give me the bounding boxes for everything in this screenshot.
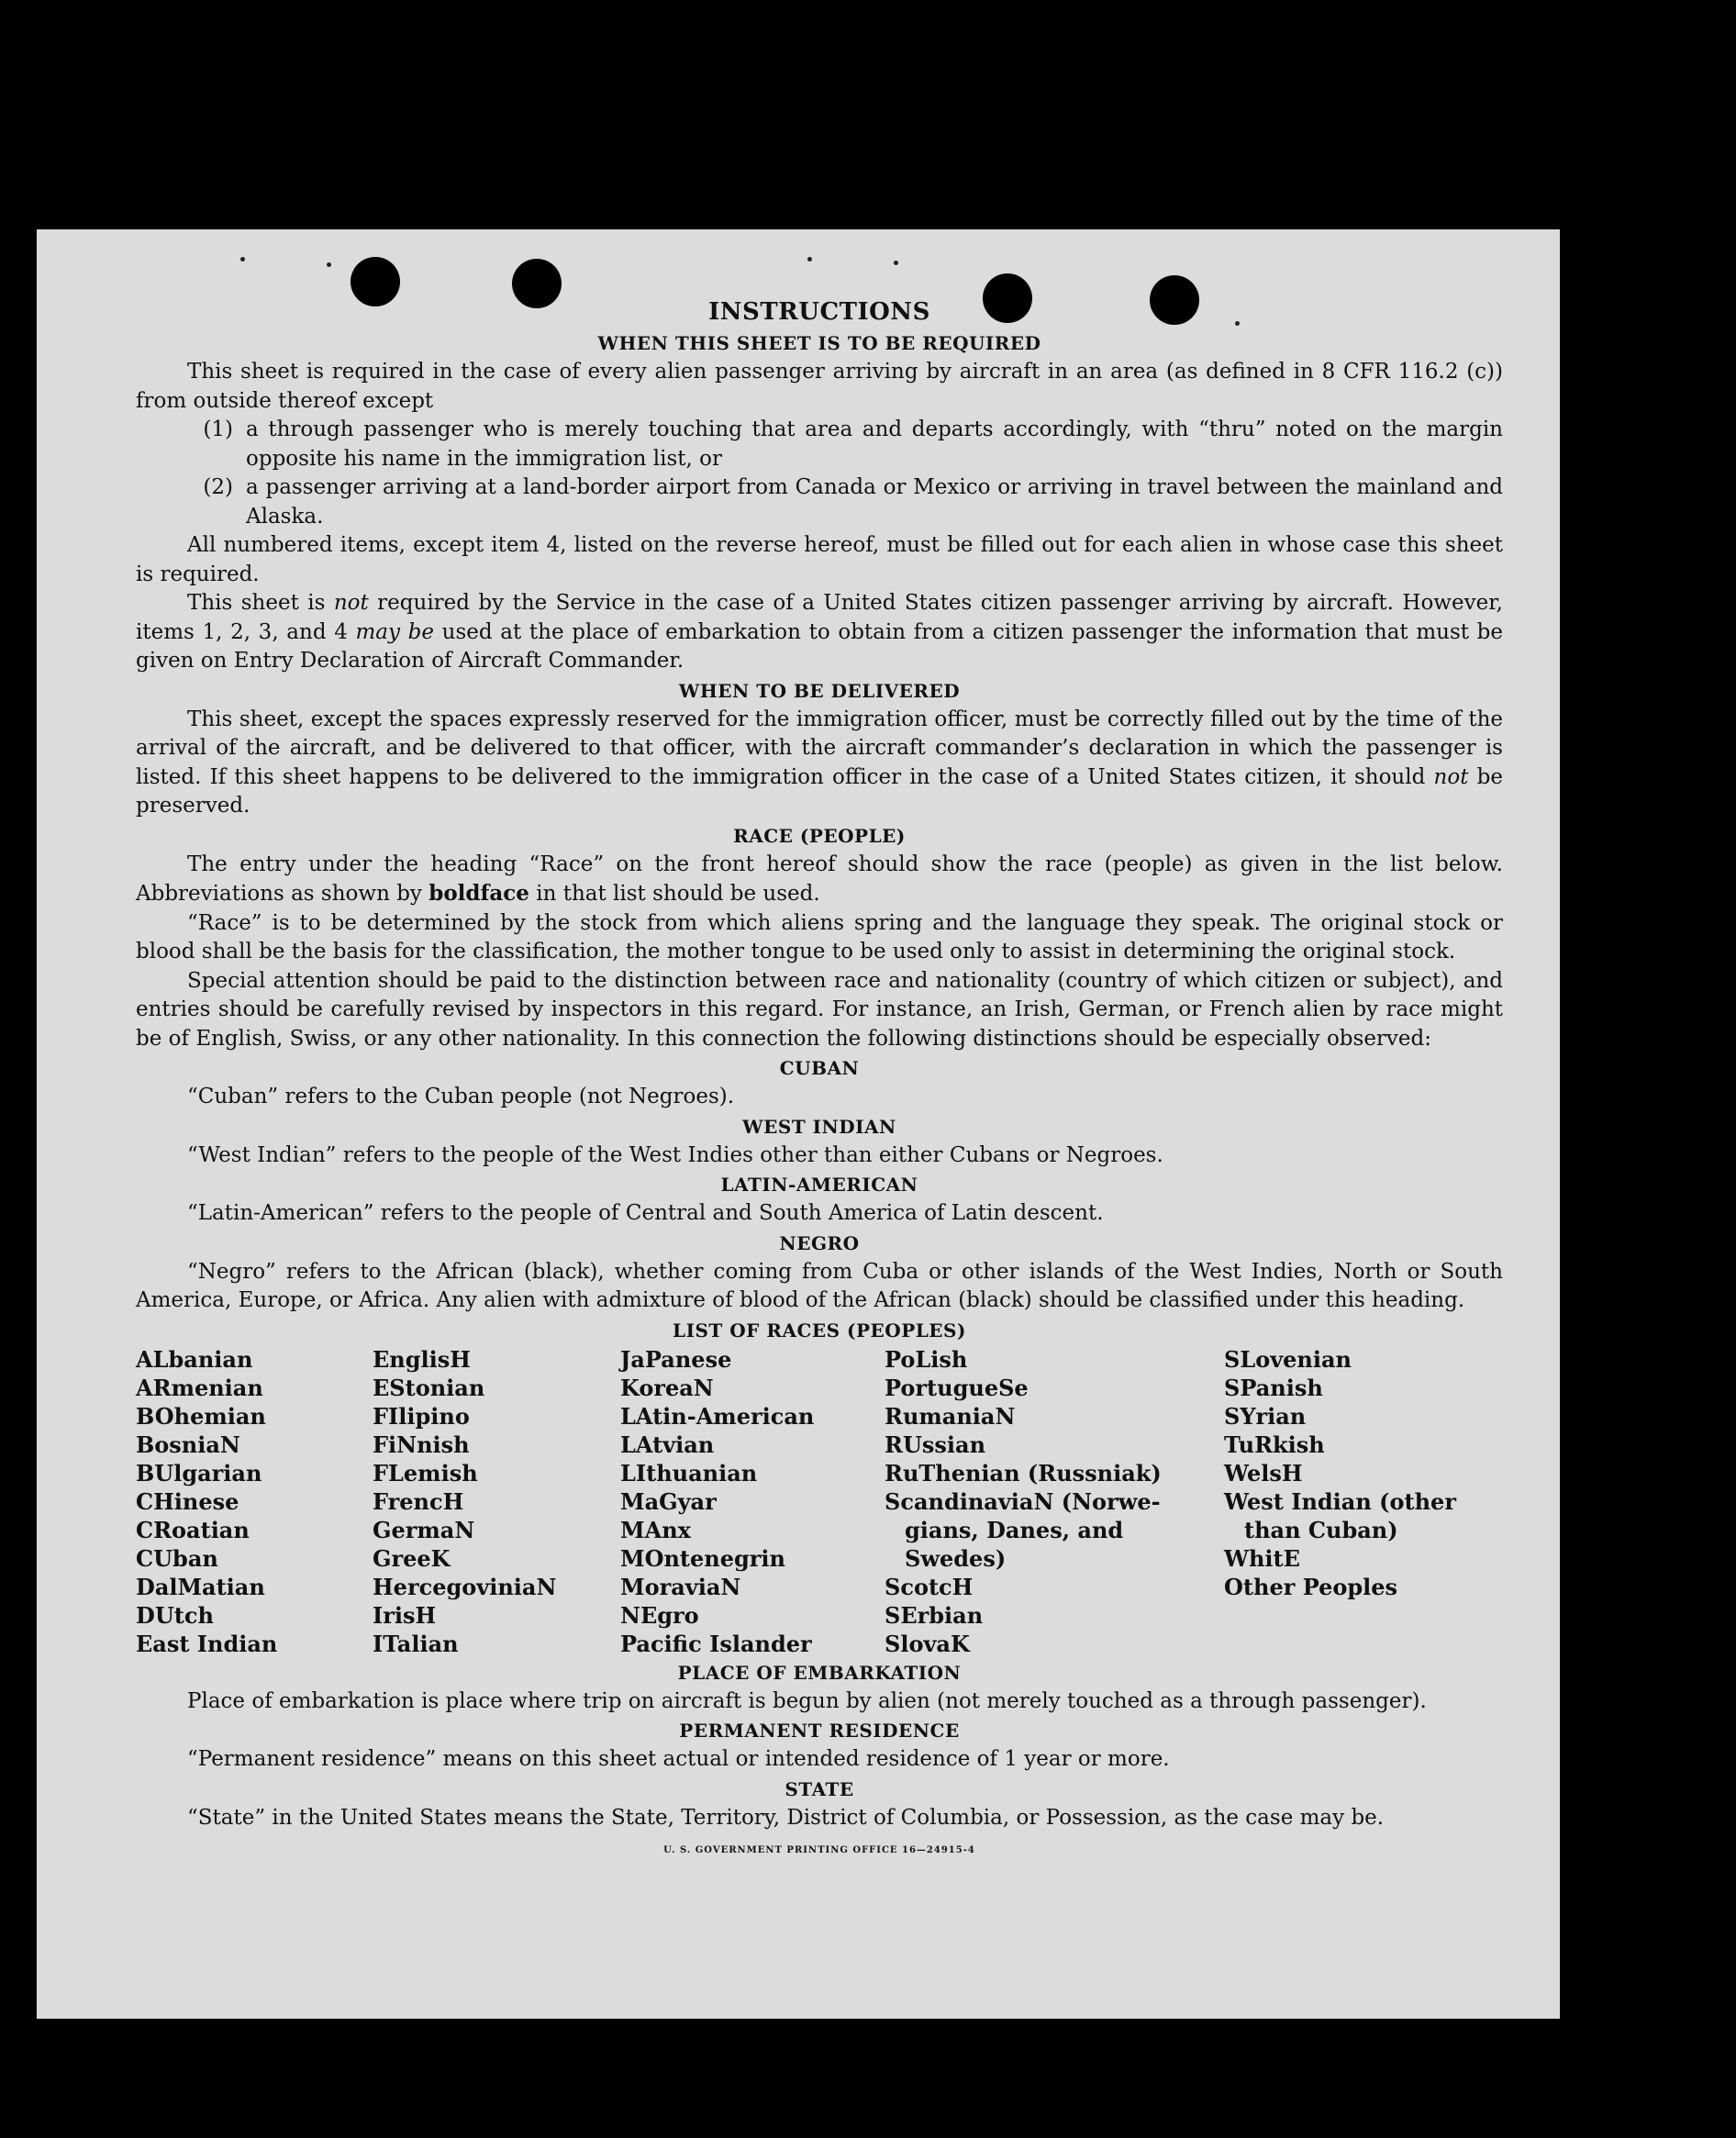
race-item: KoreaN bbox=[620, 1374, 714, 1401]
race-item: SLovenian bbox=[1224, 1345, 1352, 1373]
paragraph bbox=[136, 851, 1503, 909]
text-run: This sheet is bbox=[187, 591, 334, 615]
italic-text: not bbox=[333, 591, 369, 615]
race-item: PortugueSe bbox=[885, 1374, 1029, 1401]
race-item: GreeK bbox=[373, 1544, 451, 1572]
race-item: ALbanian bbox=[136, 1345, 253, 1373]
paragraph: Place of embarkation is place where trip on aircraft is begun by alien (not merely touched as a through passenger). bbox=[187, 1688, 1427, 1713]
races-column bbox=[1224, 1345, 1503, 1658]
race-item: MaGyar bbox=[620, 1487, 717, 1515]
race-item: Other Peoples bbox=[1224, 1573, 1398, 1600]
bold-text: boldface bbox=[428, 881, 529, 906]
section-heading: NEGRO bbox=[779, 1231, 860, 1254]
section-heading: PLACE OF EMBARKATION bbox=[677, 1661, 962, 1684]
race-item: FiNnish bbox=[373, 1431, 470, 1458]
races-list bbox=[136, 1345, 1503, 1658]
race-item: Pacific Islander bbox=[620, 1630, 812, 1657]
item-number: (2) bbox=[203, 475, 233, 499]
list-item bbox=[180, 473, 1503, 531]
race-item: MAnx bbox=[620, 1516, 691, 1543]
paragraph bbox=[136, 706, 1503, 821]
italic-text: not bbox=[1433, 764, 1469, 789]
race-item: FIlipino bbox=[373, 1402, 470, 1430]
paragraph bbox=[136, 589, 1503, 676]
text-run: The entry under the heading “Race” on the front hereof should show the race (people) as given in the list below. Abbreviations as shown by bbox=[136, 852, 1503, 906]
race-item: IrisH bbox=[373, 1601, 437, 1629]
race-item: SPanish bbox=[1224, 1374, 1323, 1401]
section-heading: RACE (PEOPLE) bbox=[733, 824, 906, 847]
section-heading: LIST OF RACES (PEOPLES) bbox=[673, 1319, 966, 1342]
section-heading: CUBAN bbox=[779, 1057, 860, 1079]
paragraph: “Permanent residence” means on this sheet actual or intended residence of 1 year or more. bbox=[187, 1747, 1170, 1771]
race-item: SYrian bbox=[1224, 1402, 1307, 1430]
section-heading: WHEN THIS SHEET IS TO BE REQUIRED bbox=[597, 332, 1041, 354]
printer-imprint: U. S. GOVERNMENT PRINTING OFFICE 16—24915-4 bbox=[663, 1845, 975, 1855]
item-number: (1) bbox=[203, 418, 233, 441]
race-item: CUban bbox=[136, 1544, 218, 1572]
paragraph: Special attention should be paid to the distinction between race and nationality (country of which citizen or subject), and entries should be carefully revised by inspectors in this regard. For instance, an Irish, German, or French alien by race might be of English, Swiss, or any other nationality. In this connection the following distinctions should be especially observed: bbox=[136, 968, 1503, 1051]
race-item: TuRkish bbox=[1224, 1431, 1325, 1458]
race-item: LAtvian bbox=[620, 1431, 715, 1458]
speck bbox=[327, 262, 331, 267]
race-item: EnglisH bbox=[373, 1345, 471, 1373]
race-item: ITalian bbox=[373, 1630, 459, 1657]
paragraph: “Negro” refers to the African (black), whether coming from Cuba or other islands of the West Indies, North or South America, Europe, or Africa. Any alien with admixture of blood of the African (black) should be classified under this heading. bbox=[136, 1259, 1503, 1312]
race-item: FLemish bbox=[373, 1459, 478, 1487]
race-item: RUssian bbox=[885, 1431, 986, 1458]
section-heading: PERMANENT RESIDENCE bbox=[679, 1720, 960, 1742]
speck bbox=[807, 257, 812, 262]
race-item: FrencH bbox=[373, 1487, 464, 1515]
race-item: RumaniaN bbox=[885, 1402, 1016, 1430]
races-column bbox=[136, 1345, 373, 1658]
section-heading: WHEN TO BE DELIVERED bbox=[678, 679, 961, 702]
race-item: BOhemian bbox=[136, 1402, 266, 1430]
paragraph: All numbered items, except item 4, listed on the reverse hereof, must be filled out for each alien in whose case this sheet is required. bbox=[136, 533, 1503, 586]
text-run: This sheet, except the spaces expressly reserved for the immigration officer, must be correctly filled out by the time of the arrival of the aircraft, and be delivered to that officer, with the aircraft commander’s declaration in which the passenger is listed. If this sheet happens to be delivered to the immigration officer in the case of a United States citizen, it should bbox=[136, 707, 1503, 789]
item-text: a passenger arriving at a land-border airport from Canada or Mexico or arriving in travel between the mainland and Alaska. bbox=[246, 475, 1503, 529]
race-item: DalMatian bbox=[136, 1573, 265, 1600]
race-item-continued: gians, Danes, and bbox=[905, 1516, 1124, 1543]
race-item: LIthuanian bbox=[620, 1459, 758, 1487]
paragraph: “Latin-American” refers to the people of Central and South America of Latin descent. bbox=[187, 1201, 1104, 1225]
race-item: NEgro bbox=[620, 1601, 699, 1629]
form-sheet bbox=[37, 229, 1560, 2019]
race-item: ARmenian bbox=[136, 1374, 263, 1401]
race-item: WhitE bbox=[1224, 1544, 1300, 1572]
item-text: a through passenger who is merely touching that area and departs accordingly, with “thru” noted on the margin opposite his name in the immigration list, or bbox=[246, 418, 1503, 471]
paragraph: “Race” is to be determined by the stock from which aliens spring and the language they speak. The original stock or blood shall be the basis for the classification, the mother tongue to be used only to assist in determining the original stock. bbox=[136, 910, 1503, 963]
races-column bbox=[620, 1345, 885, 1658]
race-item: ScandinaviaN (Norwe- bbox=[885, 1487, 1161, 1515]
race-item: CHinese bbox=[136, 1487, 239, 1515]
race-item: East Indian bbox=[136, 1630, 278, 1657]
list-item bbox=[180, 416, 1503, 473]
section-heading: LATIN-AMERICAN bbox=[720, 1174, 918, 1196]
race-item: EStonian bbox=[373, 1374, 485, 1401]
italic-text: may be bbox=[355, 619, 435, 644]
paragraph: “Cuban” refers to the Cuban people (not Negroes). bbox=[187, 1085, 735, 1108]
paragraph: “State” in the United States means the State, Territory, District of Columbia, or Possession, as the case may be. bbox=[187, 1805, 1385, 1830]
text-run: be preserved. bbox=[136, 764, 1503, 818]
race-item: PoLish bbox=[885, 1345, 968, 1373]
race-item-continued: Swedes) bbox=[905, 1544, 1007, 1572]
race-item: RuThenian (Russniak) bbox=[885, 1459, 1162, 1487]
speck bbox=[894, 261, 898, 265]
text-run: required by the Service in the case of a United States citizen passenger arriving by aircraft. However, items 1, 2, 3, and 4 bbox=[136, 591, 1503, 644]
race-item: West Indian (other bbox=[1224, 1487, 1456, 1515]
text-run: used at the place of embarkation to obtain from a citizen passenger the information that must be given on Entry Declaration of Aircraft Commander. bbox=[136, 619, 1503, 673]
text-run: in that list should be used. bbox=[529, 882, 820, 906]
speck bbox=[240, 257, 245, 262]
race-item: GermaN bbox=[373, 1516, 475, 1543]
section-heading: WEST INDIAN bbox=[742, 1115, 896, 1138]
race-item: JaPanese bbox=[620, 1345, 732, 1373]
exception-list bbox=[136, 416, 1503, 531]
race-item: CRoatian bbox=[136, 1516, 250, 1543]
race-item: ScotcH bbox=[885, 1573, 974, 1600]
race-item: BUlgarian bbox=[136, 1459, 262, 1487]
race-item: MOntenegrin bbox=[620, 1544, 785, 1572]
race-item: DUtch bbox=[136, 1601, 214, 1629]
races-column bbox=[373, 1345, 620, 1658]
instructions-content bbox=[136, 295, 1503, 1858]
section-heading: STATE bbox=[785, 1777, 854, 1800]
paragraph: This sheet is required in the case of every alien passenger arriving by aircraft in an area (as defined in 8 CFR 116.2 (c)) from outside thereof except bbox=[136, 360, 1503, 413]
race-item: MoraviaN bbox=[620, 1573, 741, 1600]
race-item: HercegoviniaN bbox=[373, 1573, 557, 1600]
races-column bbox=[885, 1345, 1224, 1658]
race-item: LAtin-American bbox=[620, 1402, 815, 1430]
race-item: SlovaK bbox=[885, 1630, 970, 1657]
race-item: WelsH bbox=[1224, 1459, 1303, 1487]
page-title: INSTRUCTIONS bbox=[708, 298, 930, 326]
paragraph: “West Indian” refers to the people of the West Indies other than either Cubans or Negroes. bbox=[187, 1142, 1163, 1167]
race-item-continued: than Cuban) bbox=[1244, 1516, 1398, 1543]
race-item: SErbian bbox=[885, 1601, 984, 1629]
race-item: BosniaN bbox=[136, 1431, 240, 1458]
